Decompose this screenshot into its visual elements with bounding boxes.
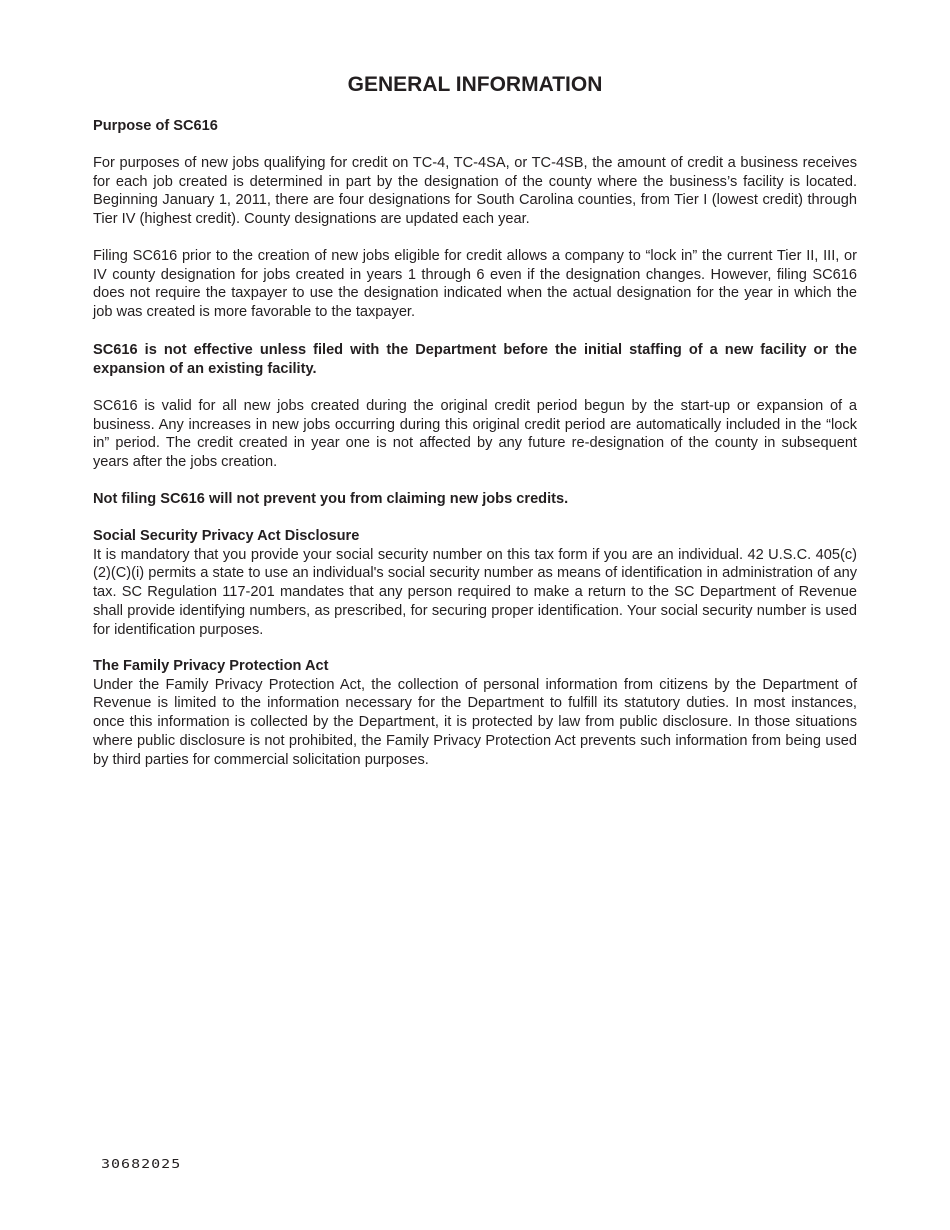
purpose-heading: Purpose of SC616 [93, 118, 218, 134]
purpose-paragraph-3: SC616 is valid for all new jobs created during the original credit period begun by the start-up or expansion of a business. Any increases in new jobs occurring during this original credit period are automatically included in the “lock in” period. The credit created in year one is not affected by any future re-designation of the county in subsequent years after the jobs creation. [93, 398, 857, 471]
ssn-disclosure-text: It is mandatory that you provide your social security number on this tax form if you are an individual. 42 U.S.C. 405(c)(2)(C)(i) permits a state to use an individual's social security number as means of identification in administration of any tax. SC Regulation 117-201 mandates that any person required to make a return to the SC Department of Revenue shall provide identifying numbers, as prescribed, for securing proper identification. Your social security number is used for identification purposes. [93, 546, 857, 638]
family-privacy-text: Under the Family Privacy Protection Act, the collection of personal information from citizens by the Department of Revenue is limited to the information necessary for the Department to fulfill its statutory duties. In most instances, once this information is collected by the Department, it is protected by law from public disclosure. In those situations where public disclosure is not prohibited, the Family Privacy Protection Act prevents such information from being used by third parties for commercial solicitation purposes. [93, 676, 857, 768]
not-filing-note: Not filing SC616 will not prevent you from claiming new jobs credits. [93, 491, 569, 507]
form-code: 30682025 [101, 1156, 182, 1172]
ssn-disclosure-heading: Social Security Privacy Act Disclosure [93, 528, 360, 544]
effective-notice: SC616 is not effective unless filed with the Department before the initial staffing of a new facility or the expansion of an existing facility. [93, 342, 857, 377]
family-privacy-section [93, 657, 857, 769]
purpose-paragraph-1: For purposes of new jobs qualifying for credit on TC-4, TC-4SA, or TC-4SB, the amount of credit a business receives for each job created is determined in part by the designation of the county where the business’s facility is located. Beginning January 1, 2011, there are four designations for South Carolina counties, from Tier I (lowest credit) through Tier IV (highest credit). County designations are updated each year. [93, 155, 857, 228]
ssn-disclosure-section [93, 527, 857, 639]
page-title: GENERAL INFORMATION [347, 73, 603, 96]
purpose-paragraph-2: Filing SC616 prior to the creation of new jobs eligible for credit allows a company to “lock in” the current Tier II, III, or IV county designation for jobs created in years 1 through 6 even if the designation changes. However, filing SC616 does not require the taxpayer to use the designation indicated when the actual designation for the year in which the job was created is more favorable to the taxpayer. [93, 248, 857, 321]
family-privacy-heading: The Family Privacy Protection Act [93, 658, 329, 674]
